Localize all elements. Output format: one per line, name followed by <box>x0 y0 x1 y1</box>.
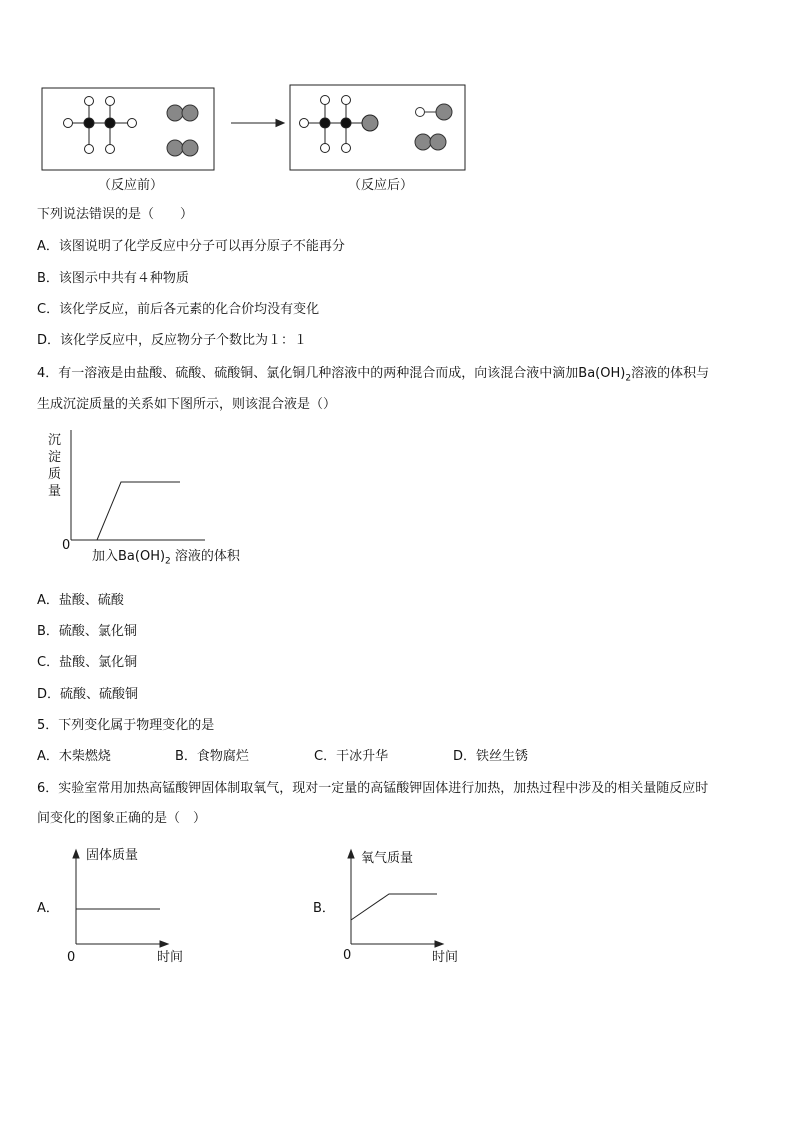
q6-a-ylabel: 固体质量 <box>86 848 139 863</box>
q6-a-letter[interactable]: A． <box>37 901 59 916</box>
caption-after: （反应后） <box>348 178 414 193</box>
q3-option-a[interactable]: A．该图说明了化学反应中分子可以再分原子不能再分 <box>37 239 345 254</box>
q3-question: 下列说法错误的是（ ） <box>37 207 194 222</box>
q3-option-c[interactable]: C．该化学反应，前后各元素的化合价均没有变化 <box>37 302 320 317</box>
q6-a-xlabel: 时间 <box>157 950 184 965</box>
q4-x-label: 加入$Ba(OH)_2$ 溶液的体积 <box>92 549 240 567</box>
q5-option-a[interactable]: A．木柴燃烧 <box>37 749 111 764</box>
q4-y-label: 沉 淀 质 量 <box>48 433 62 499</box>
q6-stem-line1: 6．实验室常用加热高锰酸钾固体制取氧气，现对一定量的高锰酸钾固体进行加热，加热过程中涉及的相关量随反应时 <box>37 781 709 796</box>
q5-stem: 5．下列变化属于物理变化的是 <box>37 718 215 733</box>
q6-graph-a <box>73 850 168 947</box>
q4-option-a[interactable]: A．盐酸、硫酸 <box>37 593 124 608</box>
q6-b-ylabel: 氧气质量 <box>361 851 414 866</box>
q5-option-c[interactable]: C．干冰升华 <box>314 749 389 764</box>
q4-option-c[interactable]: C．盐酸、氯化铜 <box>37 655 138 670</box>
q6-a-origin: 0 <box>67 950 76 965</box>
q4-option-d[interactable]: D．硫酸、硫酸铜 <box>37 687 139 702</box>
q3-option-d[interactable]: D．该化学反应中，反应物分子个数比为１：１ <box>37 333 308 348</box>
q4-origin: 0 <box>62 538 71 553</box>
q3-option-b[interactable]: B．该图示中共有４种物质 <box>37 271 189 286</box>
q5-option-d[interactable]: D．铁丝生锈 <box>453 749 529 764</box>
q4-formula-sub: 2 <box>625 373 632 384</box>
q4-formula: Ba(OH) <box>578 366 626 381</box>
q6-b-xlabel: 时间 <box>432 950 459 965</box>
q4-stem-line1: 4．有一溶液是由盐酸、硫酸、硫酸铜、氯化铜几种溶液中的两种混合而成，向该混合液中滴加$Ba(OH)_2$溶液的体积与 <box>37 366 710 384</box>
q6-b-origin: 0 <box>343 948 352 963</box>
q5-option-b[interactable]: B．食物腐烂 <box>175 749 249 764</box>
q6-b-letter[interactable]: B． <box>313 901 335 916</box>
caption-before: （反应前） <box>98 178 164 193</box>
q4-option-b[interactable]: B．硫酸、氯化铜 <box>37 624 137 639</box>
q6-stem-line2: 间变化的图象正确的是（ ） <box>37 811 207 826</box>
q4-stem-line2: 生成沉淀质量的关系如下图所示，则该混合液是（） <box>37 397 337 412</box>
